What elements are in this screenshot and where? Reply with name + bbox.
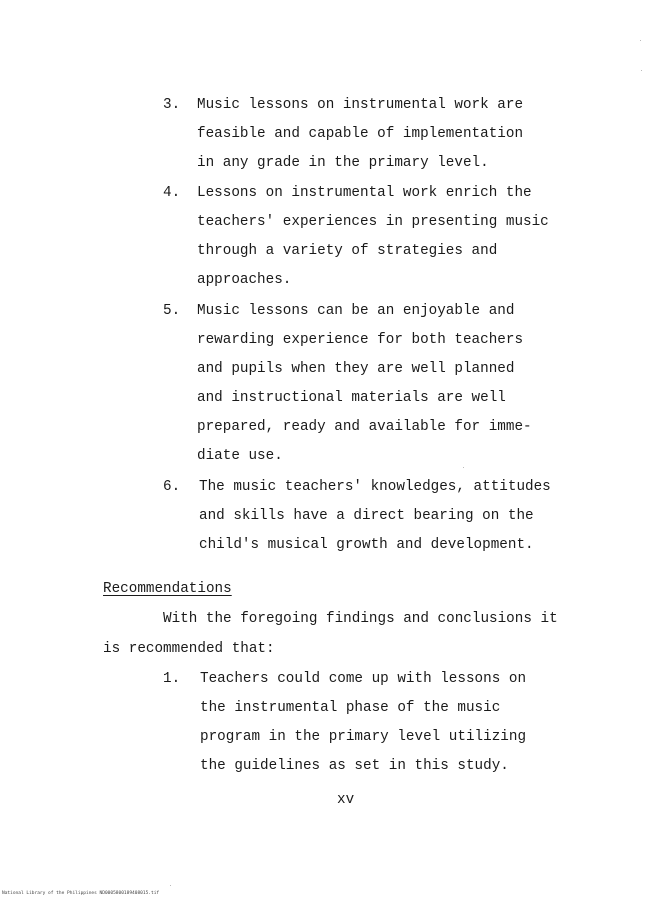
section-heading: Recommendations	[103, 581, 232, 597]
text-line: the instrumental phase of the music	[200, 700, 501, 716]
text-line: feasible and capable of implementation	[197, 126, 524, 142]
text-line: prepared, ready and available for imme-	[197, 419, 532, 435]
text-line: in any grade in the primary level.	[197, 155, 489, 171]
text-line: rewarding experience for both teachers	[197, 332, 524, 348]
item-number: 5.	[163, 303, 181, 319]
text-line: child's musical growth and development.	[199, 537, 534, 553]
text-line: Music lessons on instrumental work are	[197, 97, 524, 113]
scan-speck	[170, 885, 171, 886]
intro-line: is recommended that:	[103, 641, 275, 657]
text-line: through a variety of strategies and	[197, 243, 498, 259]
scan-speck	[463, 467, 464, 468]
text-line: Teachers could come up with lessons on	[200, 671, 527, 687]
text-line: diate use.	[197, 448, 283, 464]
item-number: 6.	[163, 479, 181, 495]
item-number: 3.	[163, 97, 181, 113]
text-line: the guidelines as set in this study.	[200, 758, 509, 774]
scan-footer: National Library of the Philippines ND0005800189408015.tif	[2, 891, 160, 896]
text-line: approaches.	[197, 272, 292, 288]
item-number: 1.	[163, 671, 181, 687]
scan-speck	[641, 70, 642, 71]
intro-line: With the foregoing findings and conclusions it	[163, 611, 558, 627]
page-number: xv	[337, 792, 355, 808]
scan-speck	[640, 40, 641, 41]
text-line: and pupils when they are well planned	[197, 361, 515, 377]
text-line: and skills have a direct bearing on the	[199, 508, 534, 524]
item-number: 4.	[163, 185, 181, 201]
text-line: program in the primary level utilizing	[200, 729, 527, 745]
text-line: Lessons on instrumental work enrich the	[197, 185, 532, 201]
text-line: Music lessons can be an enjoyable and	[197, 303, 515, 319]
text-line: and instructional materials are well	[197, 390, 506, 406]
text-line: The music teachers' knowledges, attitudes	[199, 479, 551, 495]
text-line: teachers' experiences in presenting music	[197, 214, 549, 230]
